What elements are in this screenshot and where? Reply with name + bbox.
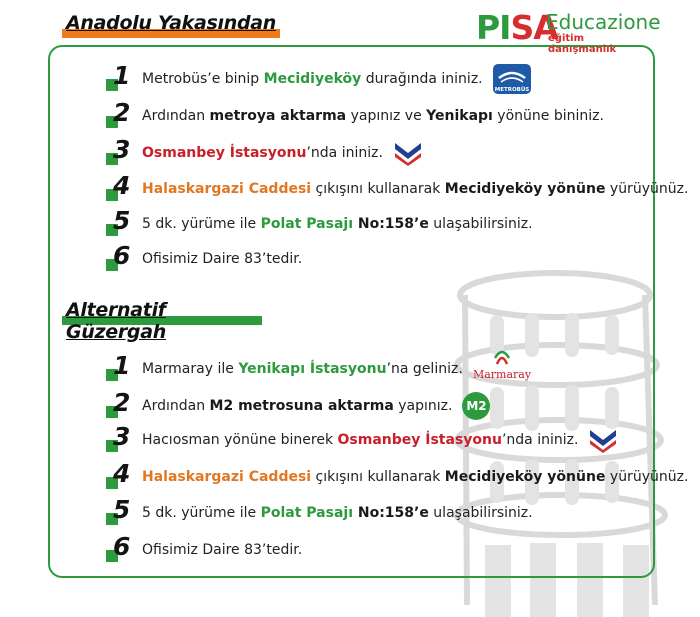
step-text: Halaskargazi Caddesi çıkışını kullanarak Mecidiyeköy yönüne yürüyünüz. [142,469,689,485]
step-1 [106,61,531,93]
pisa-educazione-logo [476,8,661,55]
step-text: Ardından metroya aktarma yapınız ve Yenikapı yönüne bininiz. [142,108,604,124]
svg-text:Marmaray: Marmaray [472,368,531,381]
step-number: 3 [106,428,132,452]
step-text: Hacıosman yönüne binerek Osmanbey İstasyonu’nda ininiz. [142,432,579,448]
metrobus-icon [493,64,531,94]
step-text: Ofisimiz Daire 83’tedir. [142,251,303,267]
step-number: 2 [106,394,132,418]
step-2 [106,98,604,129]
step-number: 4 [106,177,132,201]
logo-name: Educazione [546,10,661,34]
m2-line-badge: M2 [462,392,490,420]
step-number: 1 [106,67,132,91]
metro-m-icon [393,139,423,167]
step-text: 5 dk. yürüme ile Polat Pasajı No:158’e ulaşabilirsiniz. [142,505,533,521]
step-number: 6 [106,247,132,271]
logo-mark: PISA [476,8,558,47]
svg-text:METROBÜS: METROBÜS [494,87,529,93]
step-number: 6 [106,538,132,562]
alt-step-6 [106,532,303,563]
step-number: 5 [106,501,132,525]
step-number: 5 [106,212,132,236]
step-text: Ardından M2 metrosuna aktarma yapınız. [142,398,453,414]
step-4 [106,171,689,202]
alt-step-5 [106,495,533,526]
section-heading-anadolu [62,12,280,38]
step-number: 2 [106,104,132,128]
step-5 [106,206,533,237]
metro-m-icon [588,426,618,454]
alt-step-3 [106,422,618,453]
step-text: Osmanbey İstasyonu’nda ininiz. [142,145,383,161]
step-text: Marmaray ile Yenikapı İstasyonu’na geliniz. [142,361,463,377]
marmaray-icon [473,346,531,386]
step-number: 4 [106,465,132,489]
step-number: 3 [106,141,132,165]
step-text: Metrobüs’e binip Mecidiyeköy durağında ininiz. [142,71,483,87]
section-title: Alternatif Güzergah [66,299,166,343]
step-text: 5 dk. yürüme ile Polat Pasajı No:158’e ulaşabilirsiniz. [142,216,533,232]
alt-step-2 [106,388,490,419]
section-title: Anadolu Yakasından [66,12,277,34]
step-3 [106,135,423,166]
section-heading-alternatif [62,299,262,343]
step-number: 1 [106,357,132,381]
step-6 [106,241,303,272]
step-text: Ofisimiz Daire 83’tedir. [142,542,303,558]
alt-step-1 [106,351,531,382]
logo-tagline: eğitim danışmanlık [548,33,617,55]
step-text: Halaskargazi Caddesi çıkışını kullanarak Mecidiyeköy yönüne yürüyünüz. [142,181,689,197]
alt-step-4 [106,459,689,490]
